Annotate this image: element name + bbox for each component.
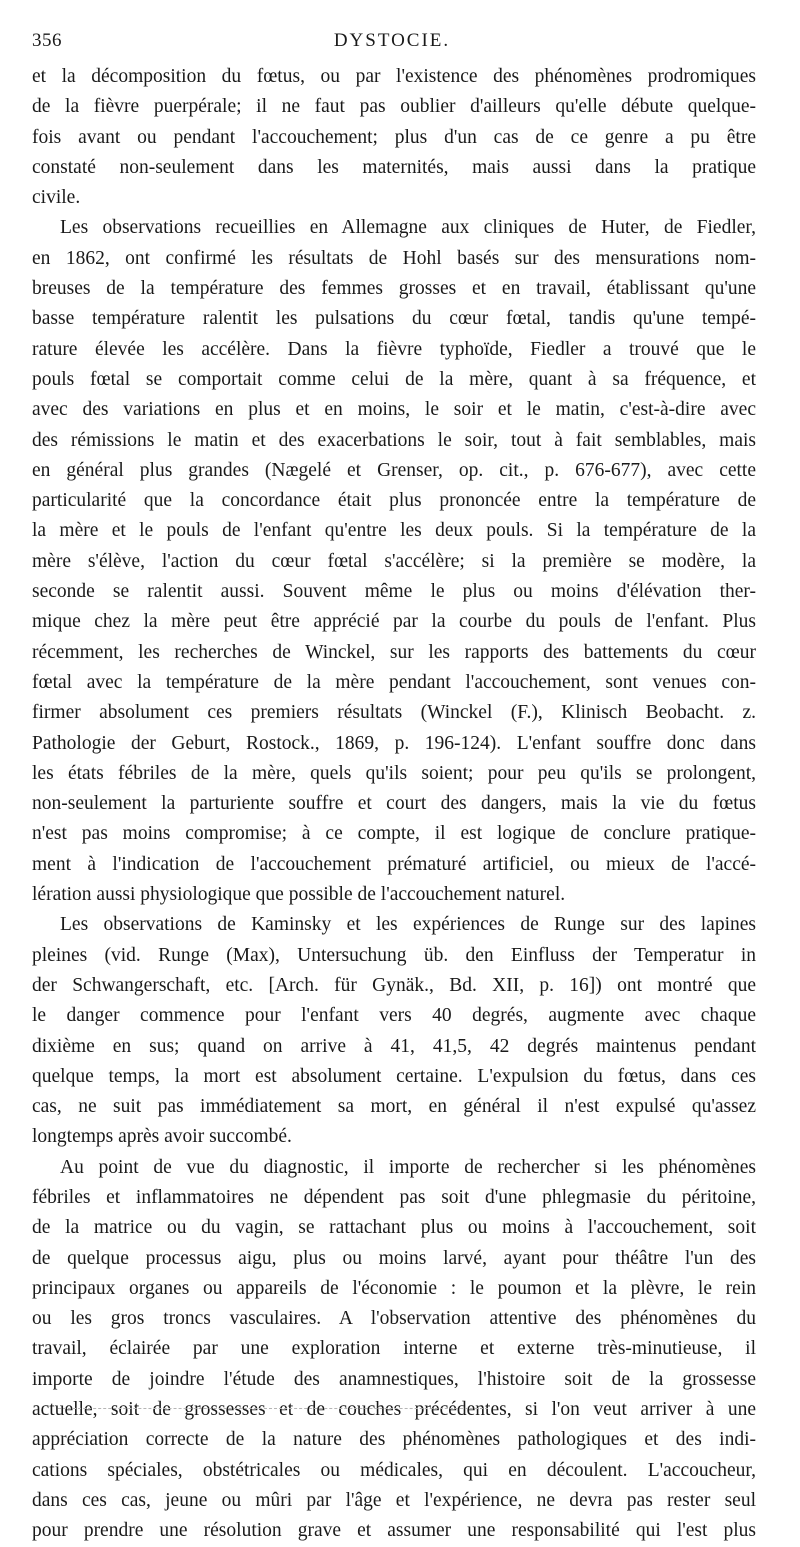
- text-line: ment à l'indication de l'accouchement prématuré artificiel, ou mieux de l'accé-: [32, 853, 756, 875]
- text-line: des rémissions le matin et des exacerbations le soir, tout à fait semblables, mais: [32, 429, 756, 451]
- text-line: pleines (vid. Runge (Max), Untersuchung üb. den Einfluss der Temperatur in: [32, 944, 756, 966]
- text-line: en général plus grandes (Nægelé et Grenser, op. cit., p. 676-677), avec cette: [32, 459, 756, 481]
- text-line: n'est pas moins compromise; à ce compte, il est logique de conclure pratique-: [32, 823, 756, 845]
- text-line: principaux organes ou appareils de l'économie : le poumon et la plèvre, le rein: [32, 1277, 756, 1299]
- text-line: lération aussi physiologique que possible de l'accouchement naturel.: [32, 884, 566, 906]
- paragraph-start: Les observations recueillies en Allemagne aux cliniques de Huter, de Fiedler,: [60, 217, 756, 239]
- text-line: non-seulement la parturiente souffre et court des dangers, mais la vie du fœtus: [32, 793, 756, 815]
- text-line: de quelque processus aigu, plus ou moins larvé, ayant pour théâtre l'un des: [32, 1247, 756, 1269]
- text-line: et la décomposition du fœtus, ou par l'existence des phénomènes prodromiques: [32, 66, 756, 87]
- text-line: dans ces cas, jeune ou mûri par l'âge et l'expérience, ne devra pas rester seul: [32, 1489, 756, 1511]
- text-line: rature élevée les accélère. Dans la fièvre typhoïde, Fiedler a trouvé que le: [32, 338, 756, 360]
- text-line: civile.: [32, 187, 81, 209]
- text-line: avec des variations en plus et en moins, le soir et le matin, c'est-à-dire avec: [32, 399, 756, 421]
- text-line: pour prendre une résolution grave et assumer une responsabilité qui l'est plus: [32, 1520, 756, 1542]
- text-line: Pathologie der Geburt, Rostock., 1869, p. 196-124). L'enfant souffre donc dans: [32, 732, 756, 754]
- text-line: importe de joindre l'étude des anamnestiques, l'histoire soit de la grossesse: [32, 1368, 756, 1390]
- text-line: le danger commence pour l'enfant vers 40 degrés, augmente avec chaque: [32, 1005, 756, 1027]
- text-line: appréciation correcte de la nature des phénomènes pathologiques et des indi-: [32, 1429, 756, 1451]
- text-line: basse température ralentit les pulsations du cœur fœtal, tandis qu'une tempé-: [32, 308, 756, 330]
- text-line: récemment, les recherches de Winckel, sur les rapports des battements du cœur: [32, 641, 756, 663]
- running-title: DYSTOCIE.: [333, 30, 451, 51]
- text-line: cations spéciales, obstétricales ou médicales, qui en découlent. L'accoucheur,: [32, 1459, 756, 1481]
- text-line: breuses de la température des femmes grosses et en travail, établissant qu'une: [32, 278, 756, 300]
- text-line: en 1862, ont confirmé les résultats de Hohl basés sur des mensurations nom-: [32, 247, 756, 269]
- text-line: de la matrice ou du vagin, se rattachant plus ou moins à l'accouchement, soit: [32, 1217, 756, 1239]
- text-line: firmer absolument ces premiers résultats (Winckel (F.), Klinisch Beobacht. z.: [32, 702, 756, 724]
- text-line: pouls fœtal se comportait comme celui de la mère, quant à sa fréquence, et: [32, 368, 756, 390]
- page-header: [32, 30, 752, 56]
- footer-dotted-rule: [58, 1408, 488, 1409]
- text-line: der Schwangerschaft, etc. [Arch. für Gynäk., Bd. XII, p. 16]) ont montré que: [32, 974, 756, 996]
- body-text: [32, 62, 756, 1547]
- text-line: mère s'élève, l'action du cœur fœtal s'accélère; si la première se modère, la: [32, 550, 756, 572]
- text-line: les états fébriles de la mère, quels qu'ils soient; pour peu qu'ils se prolongent,: [32, 762, 756, 784]
- paragraph-start: Les observations de Kaminsky et les expériences de Runge sur des lapines: [60, 914, 756, 936]
- text-line: longtemps après avoir succombé.: [32, 1126, 292, 1148]
- text-line: fœtal avec la température de la mère pendant l'accouchement, sont venues con-: [32, 671, 756, 693]
- text-line: travail, éclairée par une exploration interne et externe très-minutieuse, il: [32, 1338, 756, 1360]
- text-line: dixième en sus; quand on arrive à 41, 41,5, 42 degrés maintenus pendant: [32, 1035, 756, 1057]
- text-line: actuelle, soit de grossesses et de couches précédentes, si l'on veut arriver à une: [32, 1399, 756, 1421]
- text-line: la mère et le pouls de l'enfant qu'entre les deux pouls. Si la température de la: [32, 520, 756, 542]
- text-line: de la fièvre puerpérale; il ne faut pas oublier d'ailleurs qu'elle débute quelque-: [32, 96, 756, 118]
- text-line: constaté non-seulement dans les maternités, mais aussi dans la pratique: [32, 156, 756, 178]
- text-line: quelque temps, la mort est absolument certaine. L'expulsion du fœtus, dans ces: [32, 1065, 756, 1087]
- text-line: mique chez la mère peut être apprécié par la courbe du pouls de l'enfant. Plus: [32, 611, 756, 633]
- text-line: fébriles et inflammatoires ne dépendent pas soit d'une phlegmasie du péritoine,: [32, 1186, 756, 1208]
- text-line: cas, ne suit pas immédiatement sa mort, en général il n'est expulsé qu'assez: [32, 1096, 756, 1118]
- text-line: ou les gros troncs vasculaires. A l'observation attentive des phénomènes du: [32, 1308, 756, 1330]
- text-line: particularité que la concordance était plus prononcée entre la température de: [32, 490, 756, 512]
- text-line: fois avant ou pendant l'accouchement; plus d'un cas de ce genre a pu être: [32, 126, 756, 148]
- page-number: 356: [32, 30, 62, 51]
- text-line: seconde se ralentit aussi. Souvent même le plus ou moins d'élévation ther-: [32, 581, 756, 603]
- paragraph-start: Au point de vue du diagnostic, il importe de rechercher si les phénomènes: [60, 1156, 756, 1178]
